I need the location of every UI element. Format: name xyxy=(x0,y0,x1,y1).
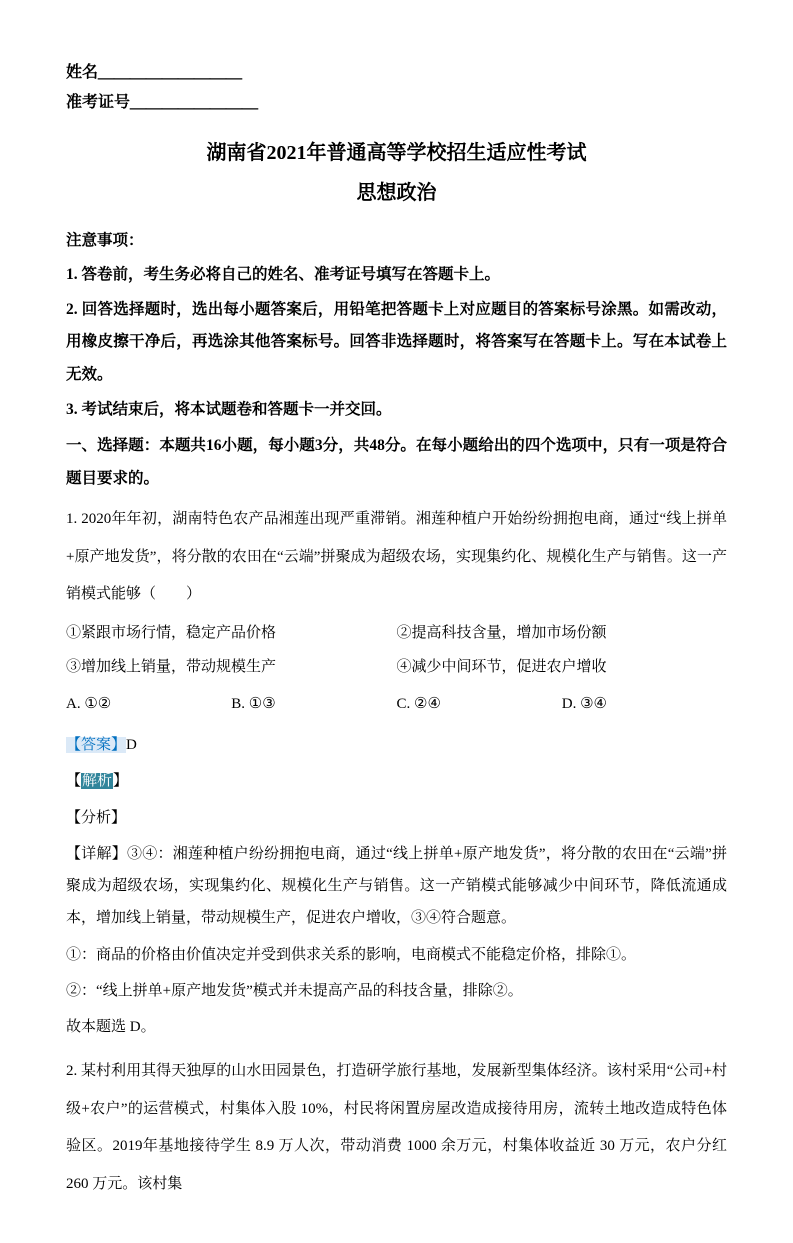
section-heading-choice-questions: 一、选择题：本题共16小题，每小题3分，共48分。在每小题给出的四个选项中，只有一项是符合题目要求的。 xyxy=(66,437,727,487)
choice-d: D. ③④ xyxy=(561,695,607,712)
name-label: 姓名 xyxy=(66,64,99,81)
question-1-conclusion: 故本题选 D。 xyxy=(66,1019,156,1036)
question-1-point-2: ②：“线上拼单+原产地发货”模式并未提高产品的科技含量，排除②。 xyxy=(66,982,523,999)
question-1-numbered-options xyxy=(66,616,727,685)
name-blank-line: ＿＿＿＿＿＿＿＿＿ xyxy=(98,64,243,81)
exam-id-label: 准考证号 xyxy=(66,94,131,112)
question-2-stem: 2. 某村利用其得天独厚的山水田园景色，打造研学旅行基地，发展新型集体经济。该村采用“公司+村级+农户”的运营模式，村集体入股 10%，村民将闲置房屋改造成接待用房，流转土地改造成特色体验区。2019年基地接待学生 8.9 万人次，带动消费 1000 余万元，村集体收益近 30 万元，农户分红 260 万元。该村集 xyxy=(66,1063,727,1192)
note-item-1: 1. 答卷前，考生务必将自己的姓名、准考证号填写在答题卡上。 xyxy=(66,266,501,284)
option-2: ②提高科技含量，增加市场份额 xyxy=(396,624,607,641)
question-1-analysis-heading xyxy=(66,765,727,797)
option-1: ①紧跟市场行情，稳定产品价格 xyxy=(66,624,277,641)
note-item-3: 3. 考试结束后，将本试题卷和答题卡一并交回。 xyxy=(66,400,392,418)
question-1-detail-explanation: 【详解】③④：湘莲种植户纷纷拥抱电商，通过“线上拼单+原产地发货”，将分散的农田在“云端”拼聚成为超级农场，实现集约化、规模化生产与销售。这一产销模式能够减少中间环节，降低流通成本，增加线上销量，带动规模生产，促进农户增收，③④符合题意。 xyxy=(66,845,727,927)
name-field-line xyxy=(66,58,727,88)
question-1-choices xyxy=(66,687,727,722)
choice-a: A. ①② xyxy=(66,695,112,712)
answer-label: 【答案】 xyxy=(66,737,127,754)
analysis-bracket-close: 】 xyxy=(113,773,129,790)
answer-value: D xyxy=(126,737,137,754)
analysis-bracket-open: 【 xyxy=(66,773,82,790)
exam-subject-title: 思想政治 xyxy=(356,181,437,204)
notes-heading: 注意事项： xyxy=(66,231,144,249)
question-1-point-1: ①：商品的价格由价值决定并受到供求关系的影响，电商模式不能稳定价格，排除①。 xyxy=(66,946,637,963)
option-3: ③增加线上销量，带动规模生产 xyxy=(66,659,277,676)
question-1-fenxi-label: 【分析】 xyxy=(66,809,127,826)
choice-c: C. ②④ xyxy=(396,695,441,712)
question-1-answer-line xyxy=(66,729,727,761)
choice-b: B. ①③ xyxy=(231,695,276,712)
question-1-stem: 1. 2020年年初，湖南特色农产品湘莲出现严重滞销。湘莲种植户开始纷纷拥抱电商，通过“线上拼单+原产地发货”，将分散的农田在“云端”拼聚成为超级农场，实现集约化、规模化生产与销售。这一产销模式能够（ ） xyxy=(66,511,727,603)
exam-id-field-line xyxy=(66,88,727,118)
exam-id-blank-line: ＿＿＿＿＿＿＿＿ xyxy=(130,94,259,112)
exam-title: 湖南省2021年普通高等学校招生适应性考试 xyxy=(206,141,587,164)
option-4: ④减少中间环节，促进农户增收 xyxy=(396,659,607,676)
note-item-2: 2. 回答选择题时，选出每小题答案后，用铅笔把答题卡上对应题目的答案标号涂黑。如需改动，用橡皮擦干净后，再选涂其他答案标号。回答非选择题时，将答案写在答题卡上。写在本试卷上无效。 xyxy=(66,300,727,383)
analysis-word: 解析 xyxy=(82,773,113,790)
